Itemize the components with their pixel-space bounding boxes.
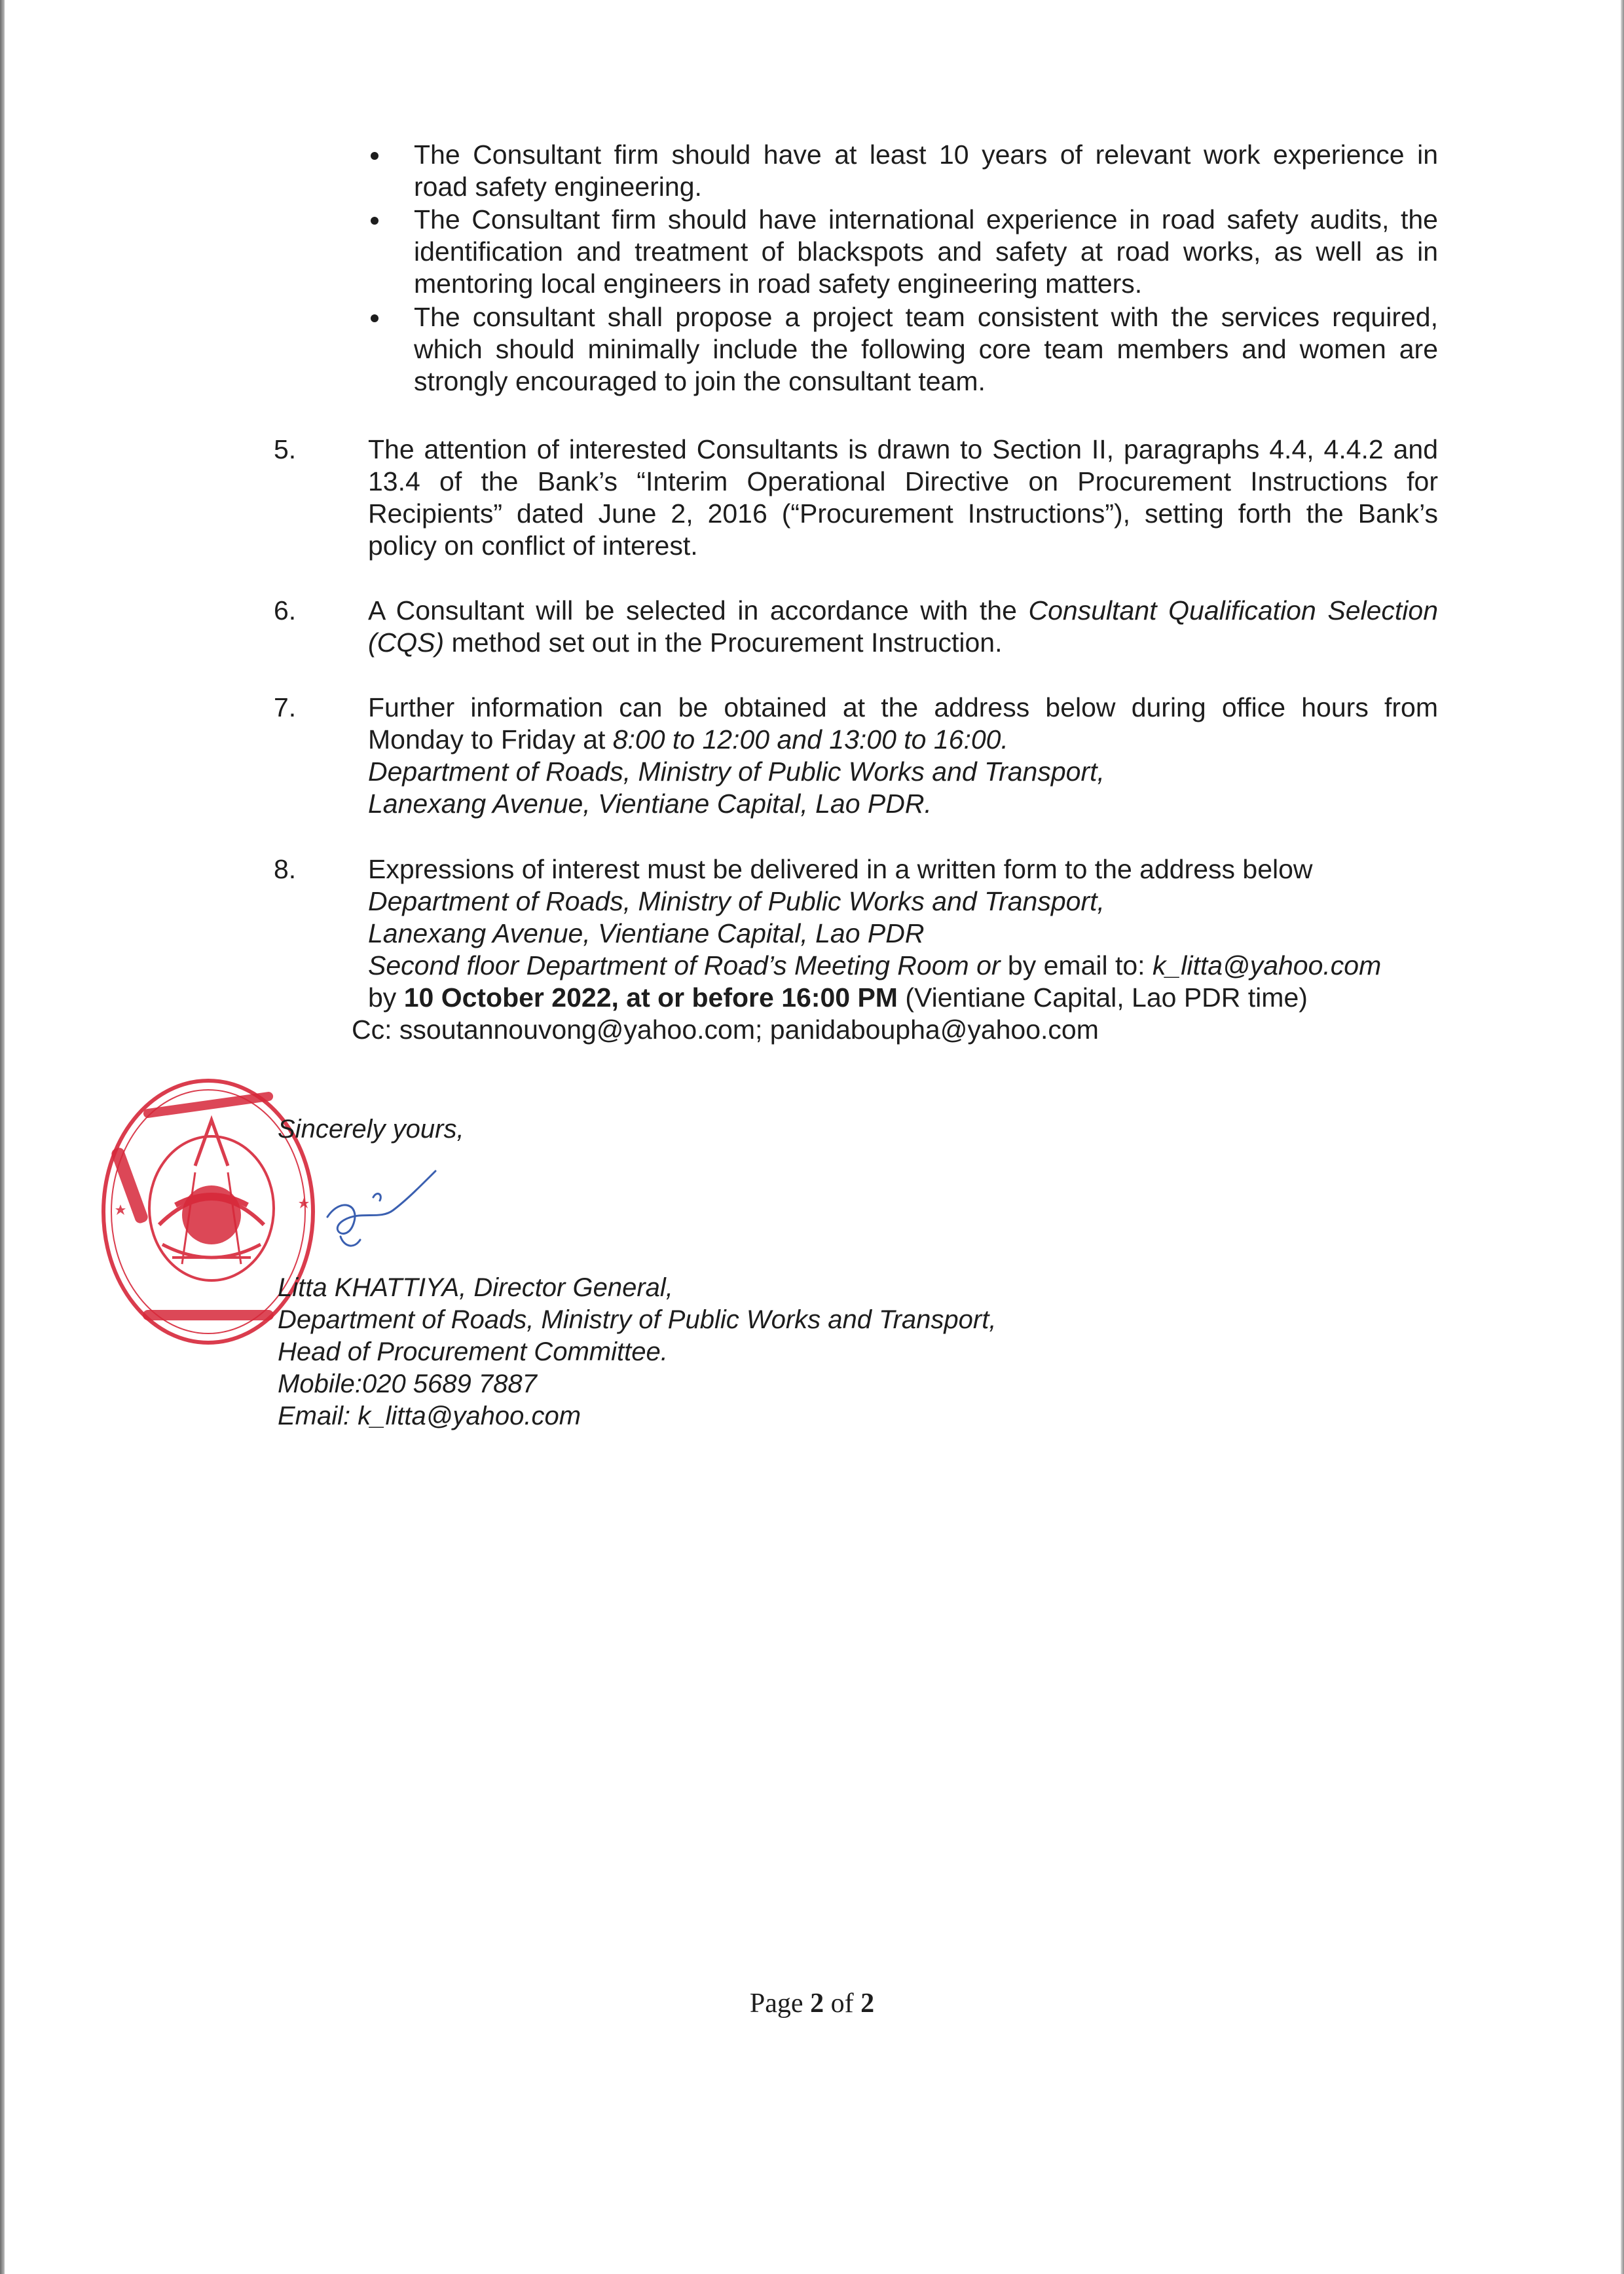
- item-5-text: [368, 434, 1438, 562]
- deadline: 10 October 2022, at or before 16:00 PM: [403, 982, 898, 1013]
- selection-method: Consultant Qualification Selection: [1028, 595, 1439, 625]
- bullet-line: The consultant shall propose a project team consistent with the services required,: [414, 302, 1438, 332]
- closing: Sincerely yours,: [278, 1115, 464, 1144]
- signatory-department: Department of Roads, Ministry of Public Works and Transport,: [278, 1305, 997, 1334]
- item-line: Further information can be obtained at the address below during office hours from: [368, 692, 1438, 722]
- address-line: Department of Roads, Ministry of Public Works and Transport,: [368, 886, 1105, 916]
- item-line: The attention of interested Consultants is drawn to Section II, paragraphs 4.4, 4.4.2 and: [368, 434, 1438, 464]
- item-line: [368, 950, 1438, 982]
- item-6-text: [368, 595, 1438, 659]
- signatory-name: Litta KHATTIYA, Director General,: [278, 1273, 673, 1302]
- item-8-text: [368, 853, 1438, 1014]
- item-text: by email to:: [1000, 950, 1153, 980]
- item-line: [368, 627, 1438, 659]
- item-7-text: [368, 692, 1438, 820]
- cc-line: Cc: ssoutannouvong@yahoo.com; panidaboupha@yahoo.com: [352, 1015, 1099, 1045]
- bullet-item: [414, 204, 1438, 300]
- item-number: 7.: [274, 692, 297, 722]
- item-number: 8.: [274, 854, 297, 884]
- bullet-line: which should minimally include the following core team members and women are: [414, 334, 1438, 364]
- handwritten-signature: [314, 1158, 445, 1263]
- bullet-line: mentoring local engineers in road safety engineering matters.: [414, 269, 1143, 299]
- office-hours: 8:00 to 12:00 and 13:00 to 16:00.: [612, 724, 1008, 755]
- item-number: 6.: [274, 595, 297, 625]
- item-text: Monday to Friday at: [368, 724, 613, 755]
- bullet-line: road safety engineering.: [414, 172, 702, 202]
- item-line: Expressions of interest must be delivered in a written form to the address below: [368, 854, 1313, 884]
- item-number: 5.: [274, 434, 297, 464]
- page-of-label: of: [824, 1988, 861, 2019]
- item-line: policy on conflict of interest.: [368, 531, 698, 561]
- page-label: Page: [749, 1988, 811, 2019]
- bullet-item: [414, 301, 1438, 398]
- item-text: method set out in the Procurement Instruction.: [444, 627, 1003, 658]
- item-line: Recipients” dated June 2, 2016 (“Procurement Instructions”), setting forth the Bank’s: [368, 498, 1438, 529]
- bullet-line: identification and treatment of blackspots and safety at road works, as well as in: [414, 236, 1438, 267]
- item-text: (Vientiane Capital, Lao PDR time): [897, 982, 1308, 1013]
- selection-method-abbr: (CQS): [368, 627, 445, 658]
- item-line: [368, 724, 1438, 756]
- item-text: A Consultant will be selected in accordance with the: [368, 595, 1029, 625]
- page-number: [0, 1988, 1624, 2019]
- bullet-dot: [371, 314, 378, 322]
- signatory-email[interactable]: Email: k_litta@yahoo.com: [278, 1402, 581, 1430]
- signatory-mobile: Mobile:020 5689 7887: [278, 1370, 537, 1398]
- bullet-dot: [371, 152, 378, 160]
- scan-edge-right: [1621, 0, 1624, 2274]
- bullet-dot: [371, 217, 378, 225]
- current-page: 2: [810, 1988, 824, 2019]
- meeting-room: Second floor Department of Road’s Meeting Room or: [368, 950, 1001, 980]
- address-line: Lanexang Avenue, Vientiane Capital, Lao PDR: [368, 918, 925, 948]
- email-link[interactable]: k_litta@yahoo.com: [1152, 950, 1382, 980]
- total-pages: 2: [860, 1988, 875, 2019]
- bullet-line: strongly encouraged to join the consultant team.: [414, 366, 986, 396]
- item-line: [368, 982, 1438, 1014]
- bullet-line: The Consultant firm should have international experience in road safety audits, the: [414, 204, 1438, 234]
- signatory-committee: Head of Procurement Committee.: [278, 1337, 668, 1366]
- scan-edge-left: [0, 0, 5, 2274]
- item-line: [368, 595, 1438, 627]
- bullet-line: The Consultant firm should have at least 10 years of relevant work experience in: [414, 140, 1438, 170]
- bullet-item: [414, 139, 1438, 203]
- address-line: Department of Roads, Ministry of Public Works and Transport,: [368, 756, 1105, 787]
- item-text: by: [368, 982, 404, 1013]
- address-line: Lanexang Avenue, Vientiane Capital, Lao PDR.: [368, 789, 932, 819]
- item-line: 13.4 of the Bank’s “Interim Operational Directive on Procurement Instructions for: [368, 466, 1438, 496]
